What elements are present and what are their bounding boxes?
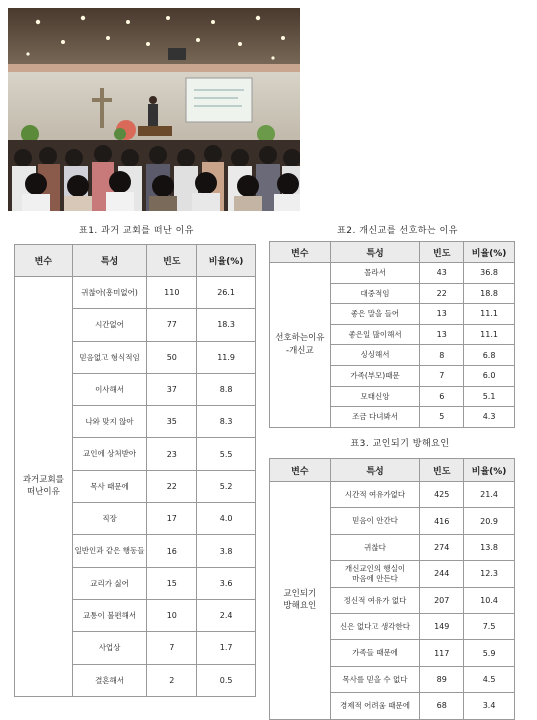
frequency-cell: 16: [147, 535, 197, 567]
frequency-cell: 6: [420, 386, 464, 407]
frequency-cell: 37: [147, 373, 197, 405]
feature-cell: 좋은 말을 들어: [330, 304, 420, 325]
feature-cell: 개신교인의 행실이 마음에 안든다: [330, 561, 420, 587]
header-frequency: 빈도: [147, 245, 197, 277]
frequency-cell: 2: [147, 664, 197, 696]
feature-cell: 경제적 어려움 때문에: [330, 693, 420, 719]
header-feature: 특성: [72, 245, 147, 277]
percent-cell: 20.9: [464, 508, 515, 534]
header-percent: 비율(%): [197, 245, 256, 277]
percent-cell: 5.1: [464, 386, 515, 407]
percent-cell: 26.1: [197, 277, 256, 309]
feature-cell: 시간없어: [72, 309, 147, 341]
percent-cell: 0.5: [197, 664, 256, 696]
table1-header-row: [15, 245, 256, 277]
frequency-cell: 13: [420, 304, 464, 325]
table2: [269, 241, 515, 428]
table-row: [270, 263, 515, 284]
feature-cell: 시간적 여유가없다: [330, 482, 420, 508]
percent-cell: 8.3: [197, 406, 256, 438]
header-feature: 특성: [330, 459, 420, 482]
percent-cell: 21.4: [464, 482, 515, 508]
percent-cell: 2.4: [197, 599, 256, 631]
feature-cell: 귀찮아(흥미없어): [72, 277, 147, 309]
frequency-cell: 50: [147, 341, 197, 373]
percent-cell: 12.3: [464, 561, 515, 587]
percent-cell: 6.8: [464, 345, 515, 366]
variable-cell: 선호하는이유 -개신교: [270, 263, 331, 428]
feature-cell: 좋은일 많이해서: [330, 324, 420, 345]
feature-cell: 일반인과 같은 행동들: [72, 535, 147, 567]
percent-cell: 11.1: [464, 324, 515, 345]
frequency-cell: 416: [420, 508, 464, 534]
frequency-cell: 149: [420, 613, 464, 639]
feature-cell: 귀찮다: [330, 534, 420, 560]
percent-cell: 8.8: [197, 373, 256, 405]
percent-cell: 5.9: [464, 640, 515, 666]
percent-cell: 13.8: [464, 534, 515, 560]
variable-cell: 과거교회를 떠난이유: [15, 277, 73, 697]
feature-cell: 싱싱해서: [330, 345, 420, 366]
header-percent: 비율(%): [464, 459, 515, 482]
percent-cell: 36.8: [464, 263, 515, 284]
variable-cell: 교인되기 방해요인: [270, 482, 331, 720]
table3-caption: 표3. 교인되기 방해요인: [350, 439, 450, 449]
frequency-cell: 13: [420, 324, 464, 345]
feature-cell: 목사를 믿을 수 없다: [330, 666, 420, 692]
frequency-cell: 35: [147, 406, 197, 438]
percent-cell: 3.8: [197, 535, 256, 567]
percent-cell: 4.5: [464, 666, 515, 692]
frequency-cell: 7: [147, 632, 197, 664]
feature-cell: 가족(부모)때문: [330, 365, 420, 386]
feature-cell: 교인에 상처받아: [72, 438, 147, 470]
table-row: [15, 277, 256, 309]
feature-cell: 몰라서: [330, 263, 420, 284]
table1-caption: 표1. 과거 교회를 떠난 이유: [79, 226, 194, 236]
percent-cell: 11.1: [464, 304, 515, 325]
feature-cell: 목사 때문에: [72, 470, 147, 502]
percent-cell: 5.2: [197, 470, 256, 502]
frequency-cell: 22: [147, 470, 197, 502]
frequency-cell: 10: [147, 599, 197, 631]
feature-cell: 나와 맞지 않아: [72, 406, 147, 438]
percent-cell: 3.6: [197, 567, 256, 599]
feature-cell: 결혼해서: [72, 664, 147, 696]
frequency-cell: 110: [147, 277, 197, 309]
percent-cell: 6.0: [464, 365, 515, 386]
frequency-cell: 5: [420, 407, 464, 428]
percent-cell: 3.4: [464, 693, 515, 719]
feature-cell: 조금 다녀봐서: [330, 407, 420, 428]
feature-cell: 대중적임: [330, 283, 420, 304]
feature-cell: 가족들 때문에: [330, 640, 420, 666]
header-frequency: 빈도: [420, 242, 464, 263]
frequency-cell: 15: [147, 567, 197, 599]
feature-cell: 교리가 싫어: [72, 567, 147, 599]
frequency-cell: 89: [420, 666, 464, 692]
header-feature: 특성: [330, 242, 420, 263]
percent-cell: 5.5: [197, 438, 256, 470]
header-variable: 변수: [15, 245, 73, 277]
frequency-cell: 17: [147, 503, 197, 535]
feature-cell: 직장: [72, 503, 147, 535]
feature-cell: 믿음없고 형식적임: [72, 341, 147, 373]
table-row: [270, 482, 515, 508]
feature-cell: 믿음이 안간다: [330, 508, 420, 534]
percent-cell: 7.5: [464, 613, 515, 639]
header-variable: 변수: [270, 242, 331, 263]
frequency-cell: 68: [420, 693, 464, 719]
feature-cell: 모태신앙: [330, 386, 420, 407]
frequency-cell: 23: [147, 438, 197, 470]
frequency-cell: 8: [420, 345, 464, 366]
feature-cell: 사업상: [72, 632, 147, 664]
percent-cell: 4.3: [464, 407, 515, 428]
frequency-cell: 22: [420, 283, 464, 304]
percent-cell: 1.7: [197, 632, 256, 664]
frequency-cell: 244: [420, 561, 464, 587]
percent-cell: 11.9: [197, 341, 256, 373]
feature-cell: 이사해서: [72, 373, 147, 405]
header-frequency: 빈도: [420, 459, 464, 482]
table2-caption: 표2. 개신교를 선호하는 이유: [337, 226, 458, 236]
feature-cell: 교통이 불편해서: [72, 599, 147, 631]
frequency-cell: 274: [420, 534, 464, 560]
table1: [14, 244, 256, 697]
table3-header-row: [270, 459, 515, 482]
percent-cell: 18.8: [464, 283, 515, 304]
table3: [269, 458, 515, 720]
frequency-cell: 43: [420, 263, 464, 284]
frequency-cell: 207: [420, 587, 464, 613]
feature-cell: 정신적 여유가 없다: [330, 587, 420, 613]
frequency-cell: 77: [147, 309, 197, 341]
frequency-cell: 117: [420, 640, 464, 666]
table2-header-row: [270, 242, 515, 263]
percent-cell: 4.0: [197, 503, 256, 535]
feature-cell: 신은 없다고 생각한다: [330, 613, 420, 639]
table3-body: [270, 459, 515, 720]
table2-body: [270, 242, 515, 428]
percent-cell: 10.4: [464, 587, 515, 613]
table1-body: [15, 245, 256, 697]
header-percent: 비율(%): [464, 242, 515, 263]
header-variable: 변수: [270, 459, 331, 482]
church-service-photo: [8, 8, 300, 211]
frequency-cell: 7: [420, 365, 464, 386]
percent-cell: 18.3: [197, 309, 256, 341]
frequency-cell: 425: [420, 482, 464, 508]
